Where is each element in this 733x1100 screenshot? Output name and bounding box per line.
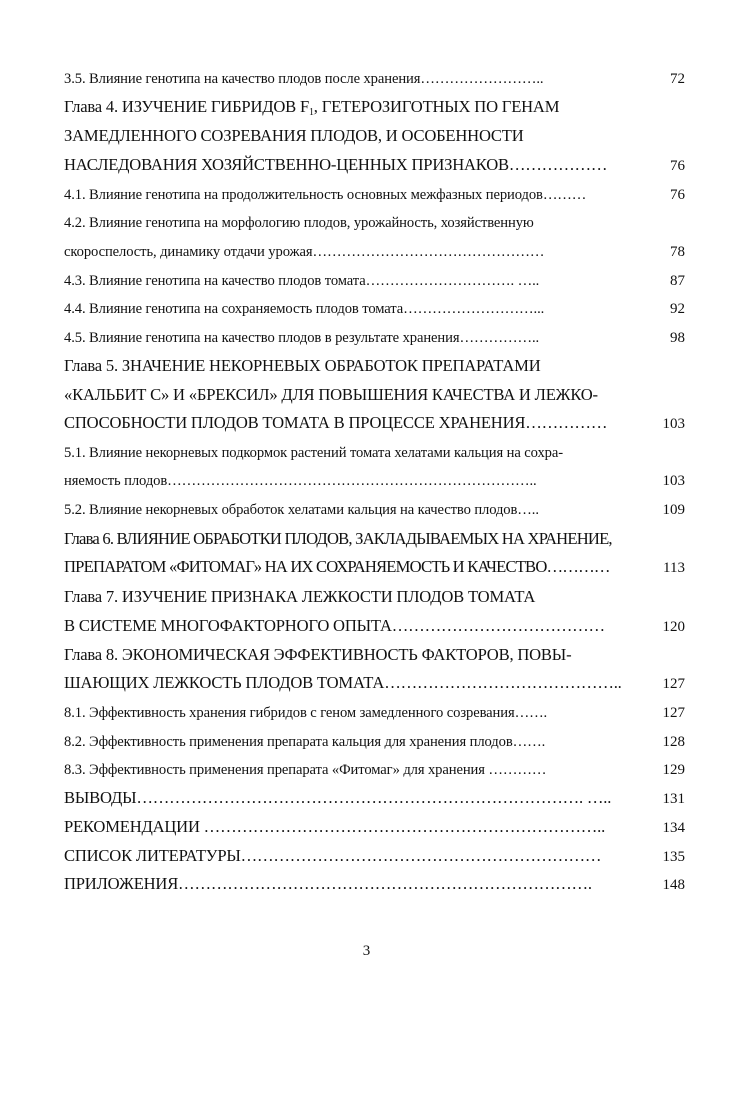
toc-entry-8-2: 8.2. Эффективность применения препарата кальция для хранения плодов……. [64, 734, 546, 750]
toc-entry-4-5: 4.5. Влияние генотипа на качество плодов в результате хранения…………….. [64, 330, 540, 346]
toc-bibliography: СПИСОК ЛИТЕРАТУРЫ………………………………………………………… [64, 846, 602, 865]
toc-recommendations: РЕКОМЕНДАЦИИ ……………………………………………………………….. [64, 817, 606, 836]
toc-chapter-5-line-3: СПОСОБНОСТИ ПЛОДОВ ТОМАТА В ПРОЦЕССЕ ХРАНЕНИЯ…………… [64, 413, 608, 432]
toc-entry-8-1: 8.1. Эффективность хранения гибридов с геном замедленного созревания……. [64, 705, 548, 721]
page-number-footer: 3 [362, 943, 371, 959]
toc-entry-4-2-line-2: скороспелость, динамику отдачи урожая………………………………………… [64, 244, 545, 260]
toc-entry-4-1: 4.1. Влияние генотипа на продолжительность основных межфазных периодов……… [64, 187, 587, 203]
toc-page-number: 127 [662, 676, 685, 692]
toc-page-number: 131 [662, 791, 685, 807]
toc-page-number: 103 [662, 416, 685, 432]
toc-page-number: 135 [662, 849, 685, 865]
toc-entry-8-3: 8.3. Эффективность применения препарата «Фитомаг» для хранения ………… [64, 762, 547, 778]
toc-page-number: 128 [662, 734, 685, 750]
toc-chapter-5-line-2: «КАЛЬБИТ С» И «БРЕКСИЛ» ДЛЯ ПОВЫШЕНИЯ КАЧЕСТВА И ЛЕЖКО- [64, 385, 598, 404]
toc-chapter-7-line-1: Глава 7. ИЗУЧЕНИЕ ПРИЗНАКА ЛЕЖКОСТИ ПЛОДОВ ТОМАТА [64, 587, 536, 606]
toc-chapter-8-line-2: ШАЮЩИХ ЛЕЖКОСТЬ ПЛОДОВ ТОМАТА…………………………………….. [64, 673, 622, 692]
toc-chapter-4-text-after: , ГЕТЕРОЗИГОТНЫХ ПО ГЕНАМ [313, 97, 560, 116]
toc-entry-5-1-line-2: няемость плодов………………………………………………………………….. [64, 473, 537, 489]
toc-page-number: 148 [662, 877, 685, 893]
toc-page-number: 103 [662, 473, 685, 489]
toc-chapter-8-line-1: Глава 8. ЭКОНОМИЧЕСКАЯ ЭФФЕКТИВНОСТЬ ФАКТОРОВ, ПОВЫ- [64, 645, 572, 664]
toc-page-number: 87 [670, 273, 685, 289]
toc-chapter-4-line-1 [64, 99, 559, 116]
toc-entry-5-1-line-1: 5.1. Влияние некорневых подкормок растений томата хелатами кальция на сохра- [64, 445, 563, 461]
toc-entry-3-5: 3.5. Влияние генотипа на качество плодов после хранения…………………….. [64, 71, 544, 87]
toc-entry-4-3: 4.3. Влияние генотипа на качество плодов томата…………………………. ….. [64, 273, 540, 289]
toc-page-number: 76 [670, 158, 685, 174]
toc-page-number: 92 [670, 301, 685, 317]
toc-page-number: 76 [670, 187, 685, 203]
toc-page-number: 72 [670, 71, 685, 87]
subscript-1: 1 [308, 107, 314, 118]
toc-page-number: 129 [662, 762, 685, 778]
toc-page-number: 98 [670, 330, 685, 346]
toc-chapter-4-line-3: НАСЛЕДОВАНИЯ ХОЗЯЙСТВЕННО-ЦЕННЫХ ПРИЗНАКОВ……………… [64, 155, 608, 174]
toc-appendices: ПРИЛОЖЕНИЯ…………………………………………………………………. [64, 874, 592, 893]
toc-entry-5-2: 5.2. Влияние некорневых обработок хелатами кальция на качество плодов….. [64, 502, 539, 518]
toc-chapter-4-text: Глава 4. ИЗУЧЕНИЕ ГИБРИДОВ F [64, 97, 309, 116]
toc-conclusions: ВЫВОДЫ………………………………………………………………………. ….. [64, 788, 612, 807]
toc-chapter-7-line-2: В СИСТЕМЕ МНОГОФАКТОРНОГО ОПЫТА………………………………… [64, 616, 605, 635]
toc-chapter-6-line-2: ПРЕПАРАТОМ «ФИТОМАГ» НА ИХ СОХРАНЯЕМОСТЬ И КАЧЕСТВО………… [64, 557, 610, 576]
toc-chapter-6-line-1: Глава 6. ВЛИЯНИЕ ОБРАБОТКИ ПЛОДОВ, ЗАКЛАДЫВАЕМЫХ НА ХРАНЕНИЕ, [64, 529, 612, 548]
toc-page-number: 134 [662, 820, 685, 836]
toc-chapter-5-line-1: Глава 5. ЗНАЧЕНИЕ НЕКОРНЕВЫХ ОБРАБОТОК ПРЕПАРАТАМИ [64, 356, 541, 375]
toc-entry-4-2-line-1: 4.2. Влияние генотипа на морфологию плодов, урожайность, хозяйственную [64, 215, 534, 231]
toc-chapter-4-line-2: ЗАМЕДЛЕННОГО СОЗРЕВАНИЯ ПЛОДОВ, И ОСОБЕННОСТИ [64, 126, 524, 145]
toc-page-number: 127 [662, 705, 685, 721]
toc-page-number: 120 [662, 619, 685, 635]
toc-page-number: 109 [662, 502, 685, 518]
toc-page-number: 78 [670, 244, 685, 260]
toc-page-number: 113 [663, 560, 685, 576]
toc-entry-4-4: 4.4. Влияние генотипа на сохраняемость плодов томата………………………... [64, 301, 545, 317]
